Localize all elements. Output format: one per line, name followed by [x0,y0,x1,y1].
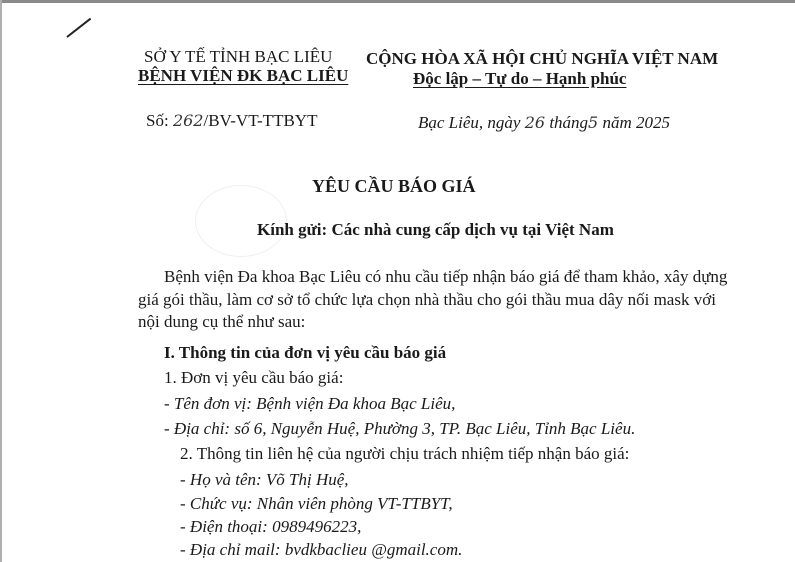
number-prefix: Số: [146,111,169,130]
pen-mark [66,18,91,38]
department-name: SỞ Y TẾ TỈNH BẠC LIÊU [144,47,333,66]
recipient-line: Kính gửi: Các nhà cung cấp dịch vụ tại Việt Nam [257,220,614,239]
intro-line-1: Bệnh viện Đa khoa Bạc Liêu có nhu cầu tiếp nhận báo giá để tham khảo, xây dựng [164,267,728,286]
document-date [418,113,670,133]
number-suffix: /BV-VT-TTBYT [203,111,318,130]
date-day-handwritten: 26 [524,113,546,132]
contact-name: - Họ và tên: Võ Thị Huệ, [180,470,349,489]
date-month-label: tháng [549,113,589,132]
unit-name: - Tên đơn vị: Bệnh viện Đa khoa Bạc Liêu, [164,394,456,413]
document-title: YÊU CẦU BÁO GIÁ [312,176,476,196]
contact-email: - Địa chỉ mail: bvdkbaclieu @gmail.com. [180,540,463,559]
date-year: năm 2025 [602,113,671,132]
date-prefix: Bạc Liêu, ngày [418,113,521,132]
scan-border-left [0,0,2,562]
date-month-handwritten: 5 [588,113,599,132]
scan-border-top [0,0,795,3]
intro-line-3: nội dung cụ thể như sau: [138,312,306,331]
hospital-name: BỆNH VIỆN ĐK BẠC LIÊU [138,66,349,85]
country-name: CỘNG HÒA XÃ HỘI CHỦ NGHĨA VIỆT NAM [366,49,719,68]
document-number [146,111,317,131]
requesting-unit-label: 1. Đơn vị yêu cầu báo giá: [164,368,344,387]
contact-person-label: 2. Thông tin liên hệ của người chịu trách nhiệm tiếp nhận báo giá: [180,444,630,463]
unit-address: - Địa chỉ: số 6, Nguyễn Huệ, Phường 3, TP. Bạc Liêu, Tỉnh Bạc Liêu. [164,419,636,438]
number-handwritten: 262 [172,111,204,130]
section-heading: I. Thông tin của đơn vị yêu cầu báo giá [164,343,447,362]
intro-line-2: giá gói thầu, làm cơ sở tổ chức lựa chọn nhà thầu cho gói thầu mua dây nối mask với [138,290,716,309]
contact-phone: - Điện thoại: 0989496223, [180,517,362,536]
contact-position: - Chức vụ: Nhân viên phòng VT-TTBYT, [180,494,453,513]
national-motto: Độc lập – Tự do – Hạnh phúc [413,69,627,88]
